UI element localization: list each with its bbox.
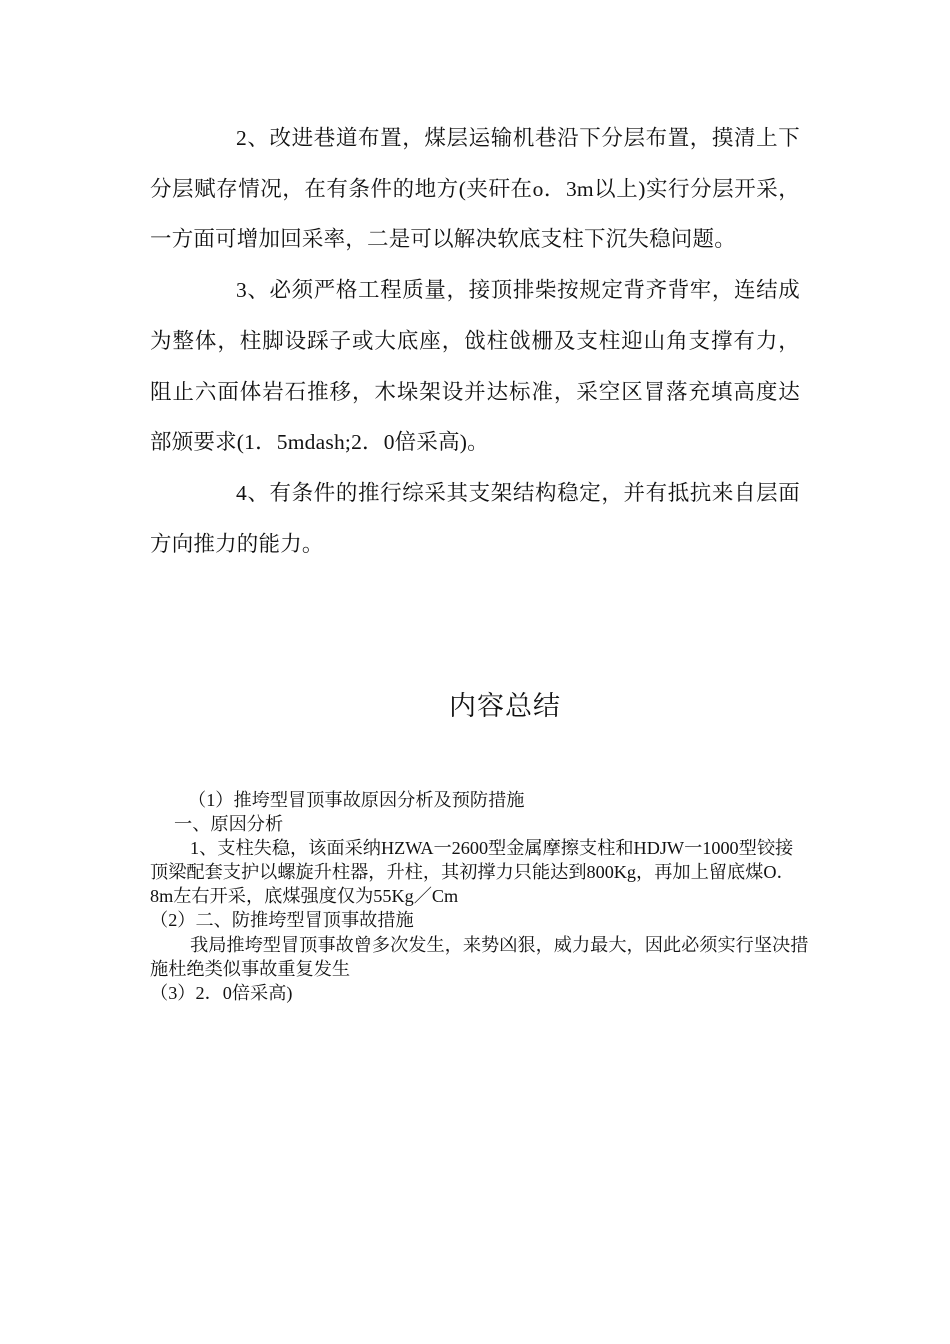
paragraph-3: 3、必须严格工程质量，接顶排柴按规定背齐背牢，连结成为整体，柱脚设踩子或大底座，戗柱戗栅及支柱迎山角支撑有力，阻止六面体岩石推移，木垛架设并达标准，采空区冒落充填高度达部颁要求(1．5mdash;2．0倍采高)。	[150, 278, 800, 455]
summary-line-5: 我局推垮型冒顶事故曾多次发生，来势凶狠，威力最大，因此必须实行坚决措施杜绝类似事故重复发生	[150, 934, 809, 979]
paragraph-2: 2、改进巷道布置，煤层运输机巷沿下分层布置，摸清上下分层赋存情况，在有条件的地方(夹矸在o．3m以上)实行分层开采，一方面可增加回采率，二是可以解决软底支柱下沉失稳问题。	[150, 126, 800, 252]
summary-line-1: （1）推垮型冒顶事故原因分析及预防措施	[188, 790, 525, 810]
body-text	[150, 113, 800, 569]
summary-line-4: （2）二、防推垮型冒顶事故措施	[150, 910, 414, 931]
summary-title: 内容总结	[449, 691, 561, 721]
paragraph-4: 4、有条件的推行综采其支架结构稳定，并有抵抗来自层面方向推力的能力。	[150, 480, 800, 556]
summary-line-3: 1、支柱失稳，该面采纳HZWA一2600型金属摩擦支柱和HDJW一1000型铰接顶梁配套支护以螺旋升柱器，升柱，其初撑力只能达到800Kg，再加上留底煤O．8m左右开采，底煤强度仅为55Kg／Cm	[150, 838, 795, 907]
summary-line-6: （3）2．0倍采高)	[150, 982, 293, 1003]
summary-line-2: 一、原因分析	[174, 814, 284, 835]
summary-section	[150, 788, 810, 1005]
